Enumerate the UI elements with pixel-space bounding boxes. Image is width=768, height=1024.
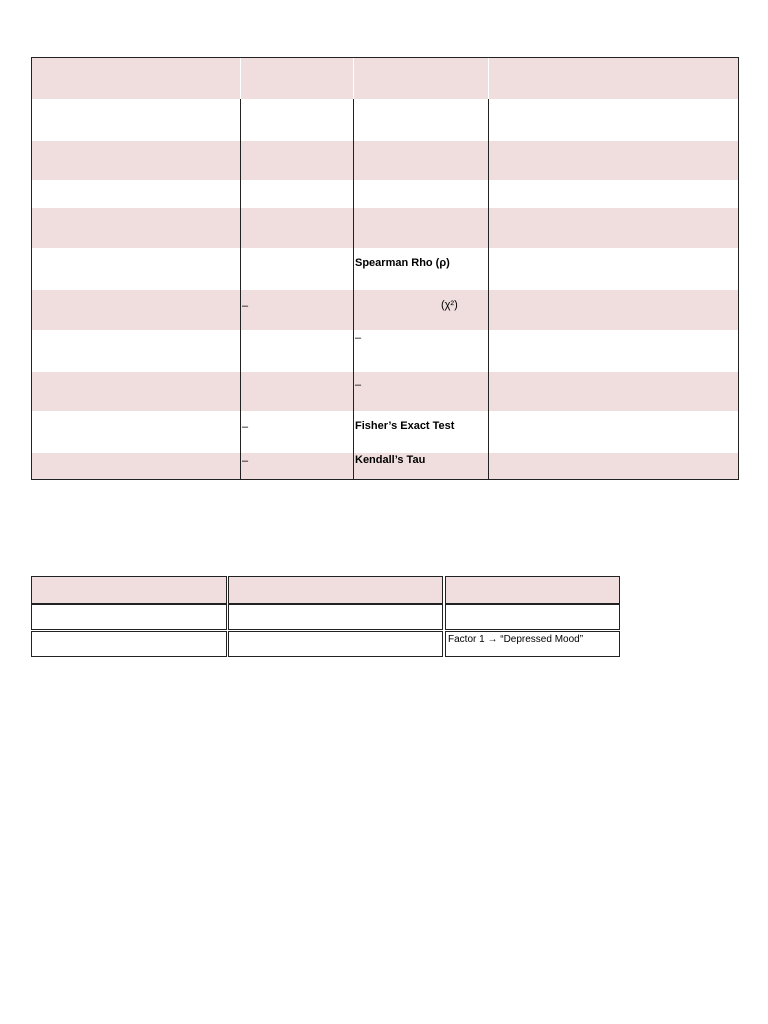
table-row (32, 180, 738, 208)
table-cell (31, 631, 227, 657)
table-row (32, 411, 738, 453)
column-divider (240, 99, 241, 479)
table-row (32, 141, 738, 180)
dash-cell: – (355, 379, 362, 391)
table-cell (228, 604, 443, 630)
test-selection-table (31, 57, 739, 480)
column-divider (353, 99, 354, 479)
table-cell (228, 631, 443, 657)
table-row (32, 99, 738, 141)
table-row (32, 248, 738, 290)
table-row (32, 330, 738, 372)
table-row (32, 208, 738, 248)
header-column-gap (240, 58, 241, 99)
table-row (32, 290, 738, 330)
column-divider (488, 99, 489, 479)
spearman-rho-label: Spearman Rho (ρ) (355, 257, 450, 269)
chi-square-symbol: (χ²) (441, 299, 458, 311)
fishers-exact-test-label: Fisher’s Exact Test (355, 420, 455, 432)
dash-cell: – (242, 300, 249, 312)
table-header-row (32, 58, 738, 99)
header-cell (228, 576, 443, 604)
dash-cell: – (242, 455, 249, 467)
kendalls-tau-label: Kendall’s Tau (355, 454, 426, 466)
table-cell (445, 604, 620, 630)
dash-cell: – (242, 421, 249, 433)
header-cell (31, 576, 227, 604)
header-column-gap (353, 58, 354, 99)
factor-cell (445, 631, 620, 657)
header-column-gap (488, 58, 489, 99)
table-cell (31, 604, 227, 630)
table-row (32, 372, 738, 411)
header-cell (445, 576, 620, 604)
factor-label: Factor 1 → “Depressed Mood” (448, 634, 584, 645)
dash-cell: – (355, 332, 362, 344)
